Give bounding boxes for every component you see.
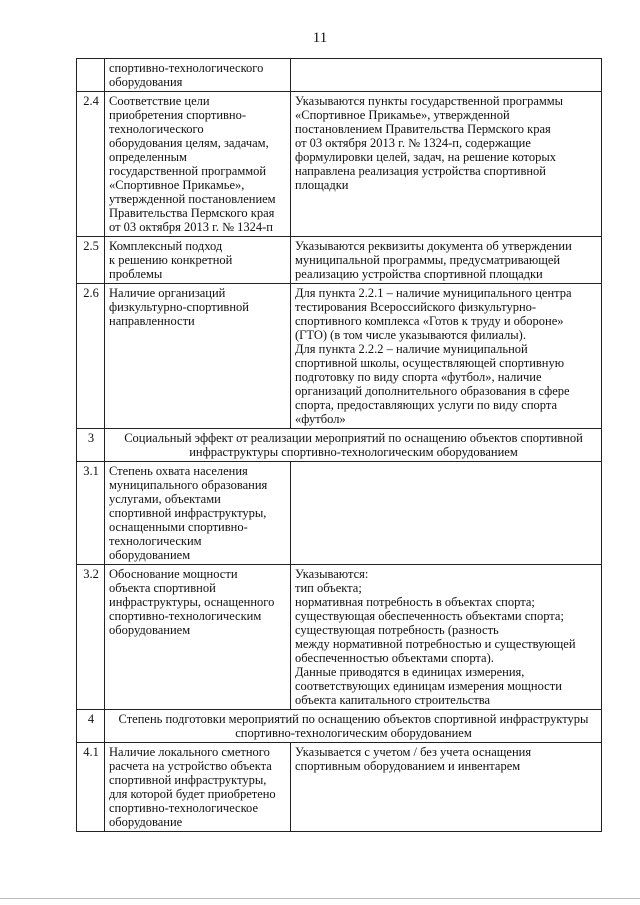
description-text-line: тип объекта; xyxy=(295,581,362,595)
criterion-cell xyxy=(105,462,291,565)
section-title-line: Социальный эффект от реализации мероприятий по оснащению объектов спортивной xyxy=(124,431,583,445)
description-cell xyxy=(291,462,602,565)
description-text-line: площадки xyxy=(295,178,349,192)
criterion-cell xyxy=(105,565,291,710)
description-cell xyxy=(291,92,602,237)
section-row xyxy=(77,710,602,743)
criteria-table xyxy=(76,58,602,832)
description-text-line: формулировки целей, задач, на решение которых xyxy=(295,150,556,164)
row-number: 2.6 xyxy=(77,284,105,429)
criterion-text-line: государственной программой xyxy=(109,164,267,178)
page-number: 11 xyxy=(312,30,328,46)
criterion-cell xyxy=(105,284,291,429)
criterion-row xyxy=(77,743,602,832)
criterion-row xyxy=(77,237,602,284)
criterion-text-line: муниципального образования xyxy=(109,478,268,492)
description-text-line: спорта, предоставляющих услуги по виду спорта xyxy=(295,398,558,412)
criterion-text-line: расчета на устройство объекта xyxy=(109,759,272,773)
row-number: 4.1 xyxy=(77,743,105,832)
criterion-text-line: оборудования xyxy=(109,75,183,89)
description-text-line: направлена реализация устройства спортивной xyxy=(295,164,547,178)
description-text-line: подготовку по виду спорта «футбол», наличие xyxy=(295,370,542,384)
criterion-text-line: Степень охвата населения xyxy=(109,464,248,478)
criterion-cell xyxy=(105,743,291,832)
description-cell xyxy=(291,565,602,710)
criterion-text-line: физкультурно-спортивной xyxy=(109,300,249,314)
criterion-text-line: оборудование xyxy=(109,815,183,829)
description-text-line: «Спортивное Прикамье», утвержденной xyxy=(295,108,510,122)
section-title-line: спортивно-технологическим оборудованием xyxy=(235,726,472,740)
criterion-text-line: оборудованием xyxy=(109,623,191,637)
description-text-line: спортивного комплекса «Готов к труду и обороне» xyxy=(295,314,564,328)
criterion-text-line: оборудования целям, задачам, xyxy=(109,136,269,150)
criterion-text-line: оборудованием xyxy=(109,548,191,562)
criterion-cell xyxy=(105,59,291,92)
row-number: 3 xyxy=(77,429,105,462)
criterion-text-line: оснащенными спортивно- xyxy=(109,520,248,534)
description-cell xyxy=(291,237,602,284)
criterion-text-line: утвержденной постановлением xyxy=(109,192,276,206)
criterion-text-line: для которой будет приобретено xyxy=(109,787,276,801)
criterion-text-line: приобретения спортивно- xyxy=(109,108,247,122)
criterion-text-line: спортивно-технологическое xyxy=(109,801,258,815)
description-text-line: спортивным оборудованием и инвентарем xyxy=(295,759,521,773)
description-text-line: от 03 октября 2013 г. № 1324-п, содержащие xyxy=(295,136,531,150)
criterion-text-line: от 03 октября 2013 г. № 1324-п xyxy=(109,220,273,234)
row-number: 2.4 xyxy=(77,92,105,237)
description-text-line: существующая потребность (разность xyxy=(295,623,499,637)
criterion-text-line: проблемы xyxy=(109,267,163,281)
criterion-cell xyxy=(105,237,291,284)
row-number xyxy=(77,59,105,92)
section-title xyxy=(105,429,602,462)
description-text-line: существующая обеспеченность объектами спорта; xyxy=(295,609,564,623)
description-text-line: тестирования Всероссийского физкультурно- xyxy=(295,300,537,314)
description-cell xyxy=(291,284,602,429)
criterion-text-line: «Спортивное Прикамье», xyxy=(109,178,245,192)
row-number: 2.5 xyxy=(77,237,105,284)
description-text-line: нормативная потребность в объектах спорта; xyxy=(295,595,535,609)
criterion-text-line: инфраструктуры, оснащенного xyxy=(109,595,275,609)
criterion-text-line: спортивно-технологическим xyxy=(109,609,262,623)
description-cell xyxy=(291,59,602,92)
row-number: 3.1 xyxy=(77,462,105,565)
description-text-line: Указываются: xyxy=(295,567,369,581)
description-text-line: муниципальной программы, предусматривающей xyxy=(295,253,561,267)
criterion-text-line: услугами, объектами xyxy=(109,492,221,506)
criterion-cell xyxy=(105,92,291,237)
description-text-line: реализацию устройства спортивной площадки xyxy=(295,267,543,281)
description-text-line: Для пункта 2.2.2 – наличие муниципальной xyxy=(295,342,528,356)
criterion-text-line: Наличие организаций xyxy=(109,286,226,300)
section-title-line: Степень подготовки мероприятий по оснащению объектов спортивной инфраструктуры xyxy=(118,712,589,726)
criteria-table-body xyxy=(77,59,602,832)
criterion-text-line: объекта спортивной xyxy=(109,581,216,595)
description-text-line: между нормативной потребностью и существующей xyxy=(295,637,576,651)
description-text-line: «футбол» xyxy=(295,412,346,426)
criterion-text-line: определенным xyxy=(109,150,187,164)
description-text-line: организаций дополнительного образования в сфере xyxy=(295,384,570,398)
criterion-text-line: Наличие локального сметного xyxy=(109,745,270,759)
description-text-line: постановлением Правительства Пермского края xyxy=(295,122,551,136)
criterion-text-line: к решению конкретной xyxy=(109,253,233,267)
description-text-line: Данные приводятся в единицах измерения, xyxy=(295,665,525,679)
criterion-row xyxy=(77,462,602,565)
criterion-text-line: спортивно-технологического xyxy=(109,61,264,75)
description-text-line: Указываются пункты государственной программы xyxy=(295,94,564,108)
description-text-line: объекта капитального строительства xyxy=(295,693,491,707)
criterion-row xyxy=(77,92,602,237)
row-number: 4 xyxy=(77,710,105,743)
criterion-text-line: Правительства Пермского края xyxy=(109,206,275,220)
criterion-text-line: спортивной инфраструктуры, xyxy=(109,773,267,787)
description-text-line: Указывается с учетом / без учета оснащения xyxy=(295,745,532,759)
criterion-row xyxy=(77,565,602,710)
criterion-text-line: спортивной инфраструктуры, xyxy=(109,506,267,520)
description-text-line: обеспеченностью объектами спорта). xyxy=(295,651,494,665)
page-bottom-edge xyxy=(0,898,640,899)
section-title xyxy=(105,710,602,743)
description-text-line: (ГТО) (в том числе указываются филиалы). xyxy=(295,328,526,342)
section-row xyxy=(77,429,602,462)
criterion-row xyxy=(77,284,602,429)
description-text-line: соответствующих единицам измерения мощности xyxy=(295,679,562,693)
criterion-text-line: Соответствие цели xyxy=(109,94,210,108)
criterion-text-line: направленности xyxy=(109,314,195,328)
description-text-line: Указываются реквизиты документа об утверждении xyxy=(295,239,572,253)
description-cell xyxy=(291,743,602,832)
criterion-text-line: технологического xyxy=(109,122,204,136)
row-number: 3.2 xyxy=(77,565,105,710)
section-title-line: инфраструктуры спортивно-технологическим оборудованием xyxy=(189,445,518,459)
description-text-line: Для пункта 2.2.1 – наличие муниципального центра xyxy=(295,286,572,300)
criterion-text-line: Комплексный подход xyxy=(109,239,223,253)
description-text-line: спортивной школы, осуществляющей спортивную xyxy=(295,356,565,370)
criterion-text-line: технологическим xyxy=(109,534,202,548)
criterion-text-line: Обоснование мощности xyxy=(109,567,238,581)
criterion-row xyxy=(77,59,602,92)
